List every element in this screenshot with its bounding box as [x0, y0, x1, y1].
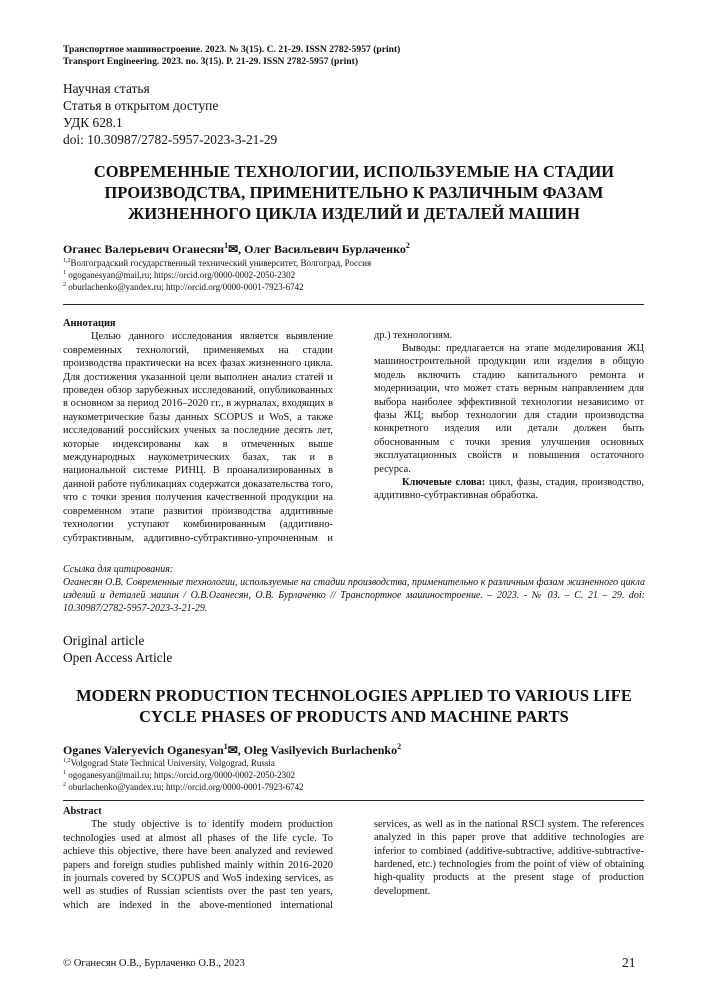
title-ru-line: СОВРЕМЕННЫЕ ТЕХНОЛОГИИ, ИСПОЛЬЗУЕМЫЕ НА СТАДИИ — [93, 162, 615, 181]
affiliation-text: Волгоградский государственный технический университет, Волгоград, Россия — [70, 258, 372, 268]
author-separator: , — [237, 743, 244, 757]
citation-heading: Ссылка для цитирования: — [63, 564, 174, 575]
author-2-sup: 2 — [405, 241, 410, 250]
email-sup: 1 — [63, 270, 66, 276]
divider — [63, 304, 644, 305]
access-ru: Статья в открытом доступе — [63, 98, 219, 113]
email-link[interactable]: oburlachenko@yandex.ru; http://orcid.org/0000-0001-7923-6742 — [66, 282, 304, 292]
aff-sup: 1,2 — [63, 258, 71, 264]
title-en — [40, 685, 668, 727]
abstract-ru-paragraph-2: Выводы: предлагается на этапе моделирования ЖЦ машиностроительной продукции или изделия в общую модель включить стадию капитального ремонта и модернизации, что может стать верным направлением для выбора наиболее эффективной технологии независимо от фазы ЖЦ; выбор технологии для стадии производства конкретного изделия или детали должен быть обоснованным с точки зрения улучшения основных эксплуатационных свойств и повышения остаточного ресурса. — [374, 342, 644, 475]
email-sup: 1 — [63, 770, 66, 776]
author-1-name: Оганес Валерьевич Оганесян — [63, 242, 225, 256]
abstract-en-left — [63, 805, 333, 913]
page-number: 21 — [622, 955, 636, 970]
author-separator: , — [238, 242, 245, 256]
aff-sup: 1,2 — [63, 758, 71, 764]
author-1-name: Oganes Valeryevich Oganesyan — [63, 743, 224, 757]
abstract-ru-right — [374, 330, 644, 532]
title-ru — [40, 161, 668, 224]
title-ru-line: ЖИЗНЕННОГО ЦИКЛА ИЗДЕЛИЙ И ДЕТАЛЕЙ МАШИН — [128, 204, 580, 223]
email-link[interactable]: ogoganesyan@mail.ru; https://orcid.org/0000-0002-2050-2302 — [66, 270, 296, 280]
mail-icon: ✉ — [227, 743, 238, 757]
author-2-sup: 2 — [397, 742, 402, 751]
article-type-en: Original article — [63, 633, 145, 648]
abstract-ru-paragraph-1: Целью данного исследования является выявление современных технологий, применяемых на стадии производства практически на всех фазах жизненного цикла. Для достижения указанной цели выполнен анализ статей и проведен обзор зарубежных исследований, опубликованных в основном за период 2016–2020 гг., в журналах, входящих в наукометрические базы данных SCOPUS и WoS, а также исследований российских ученых за последние десять лет, которые индексированы как в отмеченных выше международных наукометрических базах, так и в национальной системе РИНЦ. В проанализированных в данной работе публикациях содержатся доказательства того, что с точки зрения получения качественной продукции на современном этапе развития производства аддитивные технологии уступают комбинированным (аддитивно-субтрактивным, аддитивно-субтрактивно-упрочненным и — [63, 331, 333, 544]
authors-ru — [63, 239, 410, 256]
email-link[interactable]: oburlachenko@yandex.ru; http://orcid.org/0000-0001-7923-6742 — [66, 782, 304, 792]
citation-text: Оганесян О.В. Современные технологии, используемые на стадии производства, применительно к различным фазам жизненного цикла изделий и деталей машин / О.В.Оганесян, О.В. Бурлаченко // Транспортное машиностроение. – 2023. - № 03. – С. 21 – 29. doi: 10.30987/2782-5957-2023-3-21-29. — [63, 577, 645, 614]
author-1-sup: 1 — [223, 742, 228, 751]
abstract-heading-en: Abstract — [63, 806, 102, 817]
mail-icon: ✉ — [228, 242, 239, 256]
email-2-en — [63, 780, 304, 794]
abstract-en-paragraph-continued: services, as well as in the national RSCI system. The references analyzed in this paper prove that additive technologies are inferior to combined (additive-subtractive, additive-subtractive-hardened, etc.) technologies from the point of view of obtaining high-quality products at the present stage of production development. — [374, 818, 644, 897]
article-type-ru: Научная статья — [63, 81, 150, 96]
affiliation-text: Volgograd State Technical University, Volgograd, Russia — [70, 758, 275, 768]
abstract-en-right — [374, 818, 644, 913]
authors-en — [63, 740, 401, 757]
email-sup: 2 — [63, 782, 66, 788]
title-en-line: MODERN PRODUCTION TECHNOLOGIES APPLIED TO VARIOUS LIFE — [76, 686, 632, 705]
email-sup: 2 — [63, 282, 66, 288]
copyright: © Оганесян О.В., Бурлаченко О.В., 2023 — [63, 958, 245, 969]
keywords-text-ru: цикл, фазы, стадия, производство, аддитивно-субтрактивная обработка. — [374, 476, 644, 502]
author-2-name: Олег Васильевич Бурлаченко — [244, 242, 406, 256]
email-link[interactable]: ogoganesyan@mail.ru; https://orcid.org/0000-0002-2050-2302 — [66, 770, 296, 780]
author-1-sup: 1 — [224, 241, 229, 250]
email-2-ru — [63, 280, 304, 294]
author-2-name: Oleg Vasilyevich Burlachenko — [243, 743, 398, 757]
abstract-ru-paragraph-1-continued: др.) технологиям. — [374, 330, 453, 341]
title-ru-line: ПРОИЗВОДСТВА, ПРИМЕНИТЕЛЬНО К РАЗЛИЧНЫМ ФАЗАМ — [104, 183, 604, 202]
doi[interactable]: doi: 10.30987/2782-5957-2023-3-21-29 — [63, 132, 278, 147]
divider — [63, 800, 644, 801]
journal-header-ru: Транспортное машиностроение. 2023. № 3(15). С. 21-29. ISSN 2782-5957 (print) — [63, 44, 401, 55]
keywords-ru — [374, 476, 644, 503]
abstract-ru-left — [63, 317, 333, 544]
access-en: Open Access Article — [63, 650, 173, 665]
keywords-heading-ru: Ключевые слова: — [402, 476, 486, 488]
abstract-heading-ru: Аннотация — [63, 318, 116, 329]
udc: УДК 628.1 — [63, 115, 123, 130]
journal-header-en: Transport Engineering. 2023. no. 3(15). P. 21-29. ISSN 2782-5957 (print) — [63, 56, 359, 67]
title-en-line: CYCLE PHASES OF PRODUCTS AND MACHINE PARTS — [139, 707, 569, 726]
abstract-en-paragraph: The study objective is to identify modern production technologies used at almost all phases of the life cycle. To achieve this objective, there have been analyzed and reviewed papers and foreign studies published mainly within 2016-2020 in journals covered by SCOPUS and WoS indexing services, as well as studies of Russian scientists over the past ten years, which are indexed in the above-mentioned international — [63, 819, 333, 911]
